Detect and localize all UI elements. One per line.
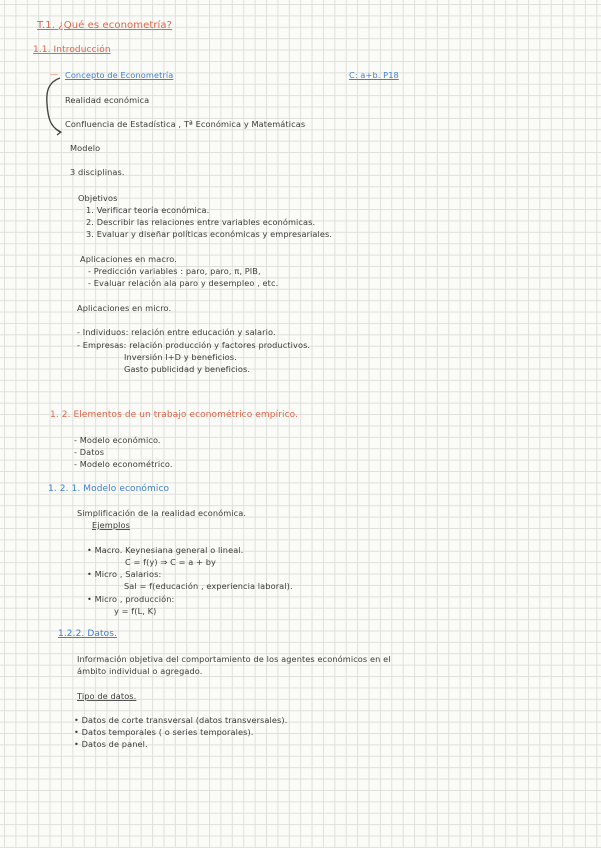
- modelo-intro: Simplificación de la realidad económica.: [77, 508, 247, 518]
- ejemplos-label: Ejemplos: [92, 520, 131, 530]
- section-heading-1-2-2-text: 1.2.2. Datos.: [58, 629, 117, 639]
- tipo-dato-item: • Datos de panel.: [74, 739, 148, 749]
- ejemplo-item: • Micro , producción:: [87, 594, 175, 604]
- section-heading-1-2: 1. 2. Elementos de un trabajo econométrico empírico.: [50, 410, 299, 420]
- tipos-datos-label: Tipo de datos.: [77, 691, 137, 701]
- ejemplo-formula: C = f(y) ⇒ C = a + by: [125, 557, 216, 567]
- ejemplo-item: • Micro , Salarios:: [87, 569, 162, 579]
- micro-title: Aplicaciones en micro.: [77, 303, 172, 313]
- ejemplo-formula: y = f(L, K): [114, 606, 157, 616]
- section-heading-1-2-2: [58, 629, 117, 639]
- curly-brace-icon: [40, 74, 66, 136]
- modelo-label: Modelo: [70, 143, 101, 153]
- dash-marker: —: [50, 69, 59, 79]
- confluencia-line: Confluencia de Estadística , Tª Económica y Matemáticas: [65, 119, 306, 129]
- ejemplo-item: • Macro. Keynesiana general o lineal.: [87, 545, 244, 555]
- datos-intro-line2: ámbito individual o agregado.: [77, 666, 203, 676]
- micro-item: Gasto publicidad y beneficios.: [124, 364, 251, 374]
- section-heading-1-2-1: [48, 484, 169, 494]
- ejemplo-formula: Sal = f(educación , experiencia laboral).: [124, 581, 293, 591]
- tipo-dato-item: • Datos temporales ( o series temporales).: [74, 727, 254, 737]
- objetivo-item: 2. Describir las relaciones entre variables económicas.: [86, 217, 316, 227]
- elemento-item: - Datos: [74, 447, 105, 457]
- micro-item: - Individuos: relación entre educación y salario.: [77, 327, 276, 337]
- section-heading-1-1: 1.1. Introducción: [33, 45, 111, 55]
- tipo-dato-item: • Datos de corte transversal (datos transversales).: [74, 715, 288, 725]
- objetivo-item: 1. Verificar teoría económica.: [86, 205, 210, 215]
- micro-item: Inversión I+D y beneficios.: [124, 352, 237, 362]
- macro-item: - Predicción variables : paro, paro, π, PIB,: [88, 266, 261, 276]
- disciplinas-label: 3 disciplinas.: [70, 167, 125, 177]
- elemento-item: - Modelo económico.: [74, 435, 161, 445]
- micro-item: - Empresas: relación producción y factores productivos.: [77, 340, 311, 350]
- elemento-item: - Modelo econométrico.: [74, 459, 173, 469]
- objetivos-title: Objetivos: [78, 193, 118, 203]
- realidad-economica: Realidad económica: [65, 95, 150, 105]
- macro-title: Aplicaciones en macro.: [80, 254, 177, 264]
- objetivo-item: 3. Evaluar y diseñar políticas económicas y empresariales.: [86, 229, 333, 239]
- page-title: T.1. ¿Qué es econometría?: [37, 20, 173, 31]
- page-reference: C: a+b. P18: [349, 70, 399, 80]
- macro-item: - Evaluar relación ala paro y desempleo , etc.: [88, 278, 279, 288]
- section-heading-1-2-1-text: 1. 2. 1. Modelo económico: [48, 484, 170, 494]
- concept-label: Concepto de Econometría: [65, 70, 174, 80]
- datos-intro-line1: Información objetiva del comportamiento de los agentes económicos en el: [77, 654, 391, 664]
